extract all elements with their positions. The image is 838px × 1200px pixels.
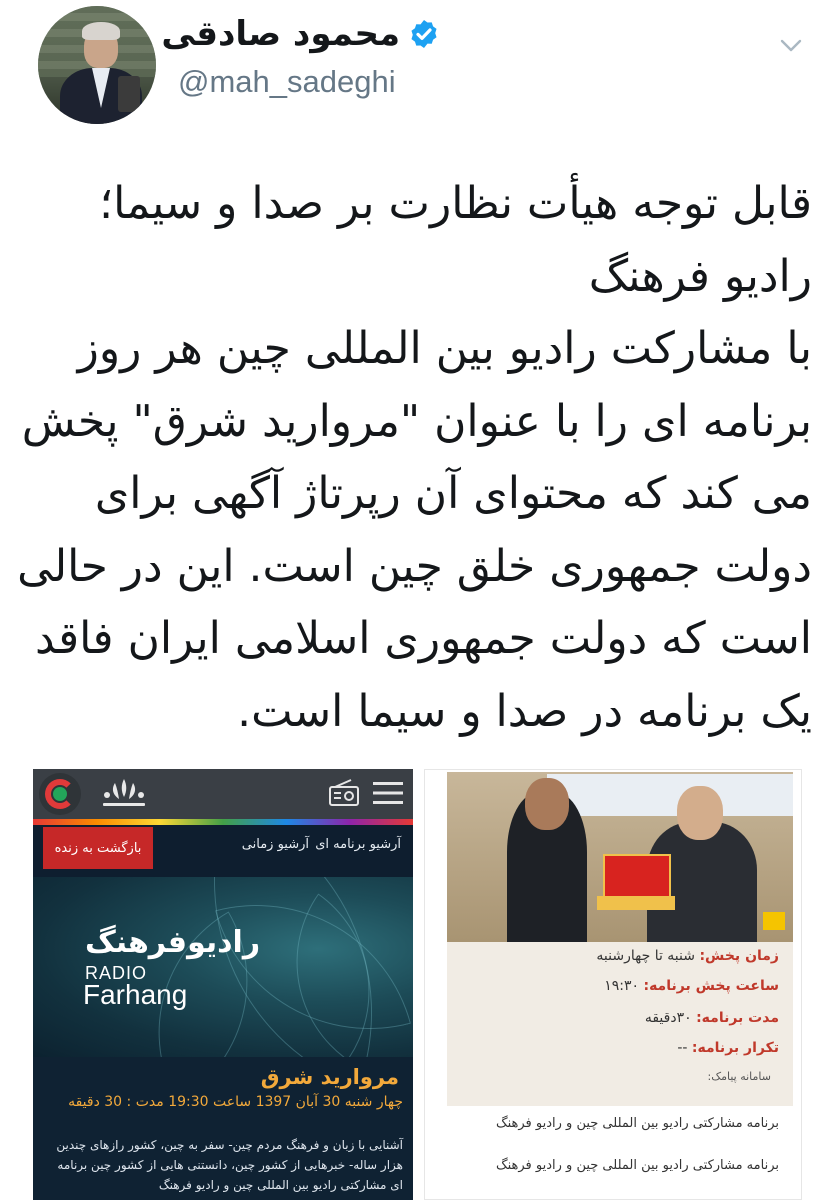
tweet-line: دولت جمهوری خلق چین است. این در حالی [17, 540, 812, 592]
tab-time-archive[interactable]: آرشیو زمانی [241, 837, 309, 852]
hero-title-en-bottom: Farhang [83, 979, 188, 1010]
related-link[interactable]: برنامه مشارکتی رادیو بین المللی چین و رادیو فرهنگ [495, 1116, 779, 1131]
media-image-website-card[interactable] [424, 769, 802, 1200]
event-photo [447, 772, 793, 942]
radio-icon[interactable] [327, 778, 361, 808]
tweet-line: رادیو فرهنگ [588, 250, 812, 302]
chevron-down-icon[interactable] [776, 30, 806, 60]
iran-emblem-icon [89, 775, 159, 813]
related-link[interactable]: برنامه مشارکتی رادیو بین المللی چین و رادیو فرهنگ [495, 1158, 779, 1173]
tweet-line: یک برنامه در صدا و سیما است. [237, 685, 812, 737]
sms-label: سامانه پیامک: [707, 1070, 771, 1083]
tweet-line: با مشارکت رادیو بین المللی چین هر روز [77, 323, 812, 374]
avatar[interactable] [38, 6, 156, 124]
tweet-line: است که دولت جمهوری اسلامی ایران فاقد [35, 613, 812, 664]
hamburger-menu-icon[interactable] [371, 779, 405, 807]
program-title[interactable]: مروارید شرق [260, 1065, 399, 1089]
program-schedule: چهار شنبه 30 آبان 1397 ساعت 19:30 مدت : 30 دقیقه [68, 1094, 403, 1110]
broadcast-days: زمان پخش: شنبه تا چهارشنبه [596, 948, 779, 964]
tweet-line: قابل توجه هیأت نظارت بر صدا و سیما؛ [99, 178, 812, 229]
back-to-live-button[interactable]: بازگشت به زنده [43, 827, 153, 869]
media-image-radio-app[interactable] [33, 769, 413, 1200]
name-row [161, 14, 440, 54]
tab-program-archive[interactable]: آرشیو برنامه ای [315, 837, 401, 852]
tweet-line: برنامه ای را با عنوان "مروارید شرق" پخش [21, 395, 812, 447]
broadcast-time: ساعت پخش برنامه: ۱۹:۳۰ [604, 978, 779, 994]
program-description: آشنایی با زبان و فرهنگ مردم چین- سفر به چین، کشور رازهای چندین هزار ساله- خبرهایی از کشور چین، دانستنی هایی از کشور چین برنامه ای مشارکتی رادیو بین المللی چین و رادیو فرهنگ [56, 1138, 403, 1192]
hero-title-fa: رادیوفرهنگ [85, 925, 261, 960]
user-handle[interactable]: @mah_sadeghi [178, 64, 396, 99]
verified-badge-icon [408, 18, 440, 50]
tweet-text [17, 168, 812, 748]
gallery-icon [763, 912, 785, 930]
program-duration: مدت برنامه: ۳۰دقیقه [644, 1010, 779, 1026]
hero-title-en-top: RADIO [85, 963, 148, 983]
tweet-line: می کند که محتوای آن رپرتاژ آگهی برای [94, 468, 812, 519]
tweet-header [0, 0, 838, 140]
display-name[interactable]: محمود صادقی [161, 14, 400, 54]
radio-logo-icon [39, 773, 81, 815]
program-repeat: تکرار برنامه: -- [677, 1040, 779, 1056]
